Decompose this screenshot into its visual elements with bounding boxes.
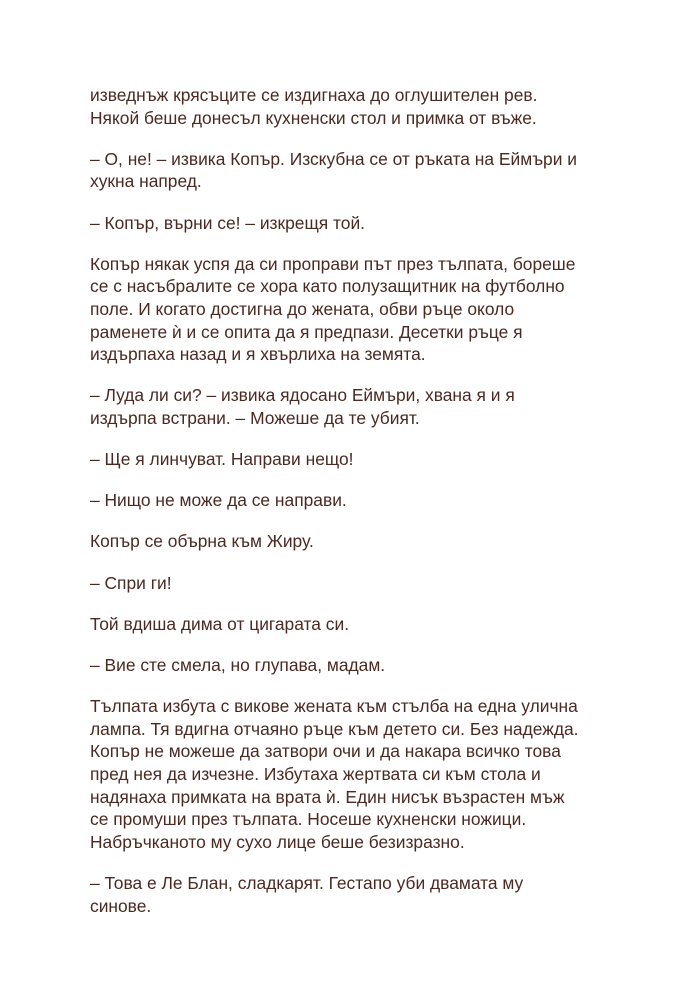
paragraph: изведнъж крясъците се издигнаха до оглушителен рев. Някой беше донесъл кухненски стол и примка от въже. bbox=[90, 85, 538, 128]
paragraph: – Ще я линчуват. Направи нещо! bbox=[90, 449, 354, 470]
paragraph: – Нищо не може да се направи. bbox=[90, 490, 347, 511]
paragraph: – Луда ли си? – извика ядосано Еймъри, хвана я и я издърпа встрани. – Можеше да те убият. bbox=[90, 385, 515, 428]
paragraph: – Това е Ле Блан, сладкарят. Гестапо уби двамата му синове. bbox=[90, 872, 524, 916]
paragraph: – О, не! – извика Копър. Изскубна се от ръката на Еймъри и хукна напред. bbox=[90, 148, 577, 192]
paragraph: Копър се обърна към Жиру. bbox=[90, 531, 314, 552]
paragraph: – Копър, върни се! – изкрещя той. bbox=[90, 212, 365, 233]
paragraph: Той вдиша дима от цигарата си. bbox=[90, 613, 350, 634]
paragraph: Копър някак успя да си проправи път през тълпата, бореше се с насъбралите се хора като полузащитник на футболно поле. И когато достигна до жената, обви ръце около раменете ѝ и се опита да я предпази. Десетки ръце я издърпаха назад и я хвърлиха на земята. bbox=[90, 253, 576, 365]
paragraph: – Спри ги! bbox=[90, 572, 172, 593]
paragraph: – Вие сте смела, но глупава, мадам. bbox=[90, 655, 386, 676]
body-text bbox=[90, 84, 650, 936]
paragraph: Тълпата избута с викове жената към стълба на една улична лампа. Тя вдигна отчаяно ръце към детето си. Без надежда. Копър не можеше да затвори очи и да накара всичко това пред нея да изчезне. Избутаха жертвата си към стола и надянаха примката на врата ѝ. Един нисък възрастен мъж се промуши през тълпата. Носеше кухненски ножици. Набръчканото му сухо лице беше безизразно. bbox=[90, 696, 579, 852]
